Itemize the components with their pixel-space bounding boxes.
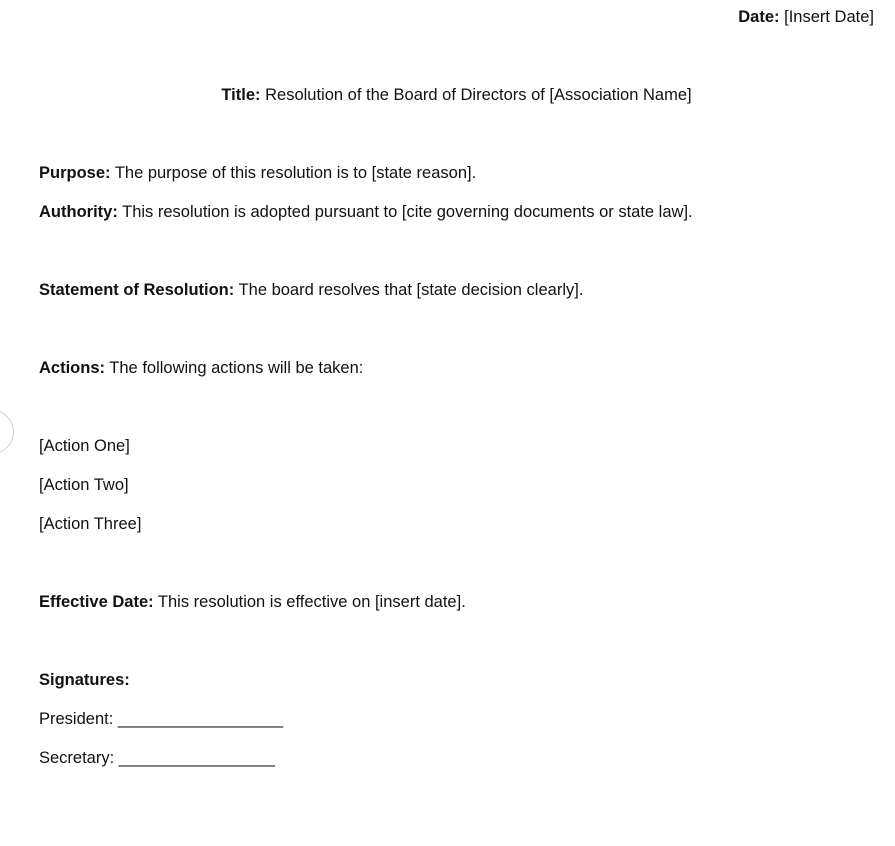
action-item: [Action Two] [39, 476, 129, 494]
action-item: [Action One] [39, 437, 130, 455]
effective-date-label: Effective Date: [39, 593, 154, 611]
actions-value: The following actions will be taken: [109, 359, 364, 377]
statement-label: Statement of Resolution: [39, 281, 235, 299]
title-value: Resolution of the Board of Directors of [Association Name] [265, 86, 692, 104]
title-line [0, 85, 895, 105]
authority-label: Authority: [39, 203, 118, 221]
purpose-value: The purpose of this resolution is to [state reason]. [114, 164, 477, 182]
actions-label: Actions: [39, 359, 105, 377]
effective-date-line [39, 592, 466, 612]
president-signature-line: President: __________________ [39, 710, 284, 728]
secretary-signature-line: Secretary: _________________ [39, 749, 275, 767]
side-handle-circle[interactable] [0, 410, 14, 454]
action-item: [Action Three] [39, 515, 142, 533]
effective-date-value: This resolution is effective on [insert date]. [157, 593, 466, 611]
purpose-label: Purpose: [39, 164, 111, 182]
authority-value: This resolution is adopted pursuant to [cite governing documents or state law]. [122, 203, 693, 221]
date-value: [Insert Date] [784, 8, 874, 26]
signatures-heading: Signatures: [39, 671, 130, 689]
title-label: Title: [221, 86, 261, 104]
authority-line [39, 202, 693, 222]
statement-line [39, 280, 583, 300]
date-line [738, 7, 874, 27]
actions-line [39, 358, 363, 378]
date-label: Date: [738, 8, 780, 26]
purpose-line [39, 163, 476, 183]
statement-value: The board resolves that [state decision clearly]. [238, 281, 584, 299]
